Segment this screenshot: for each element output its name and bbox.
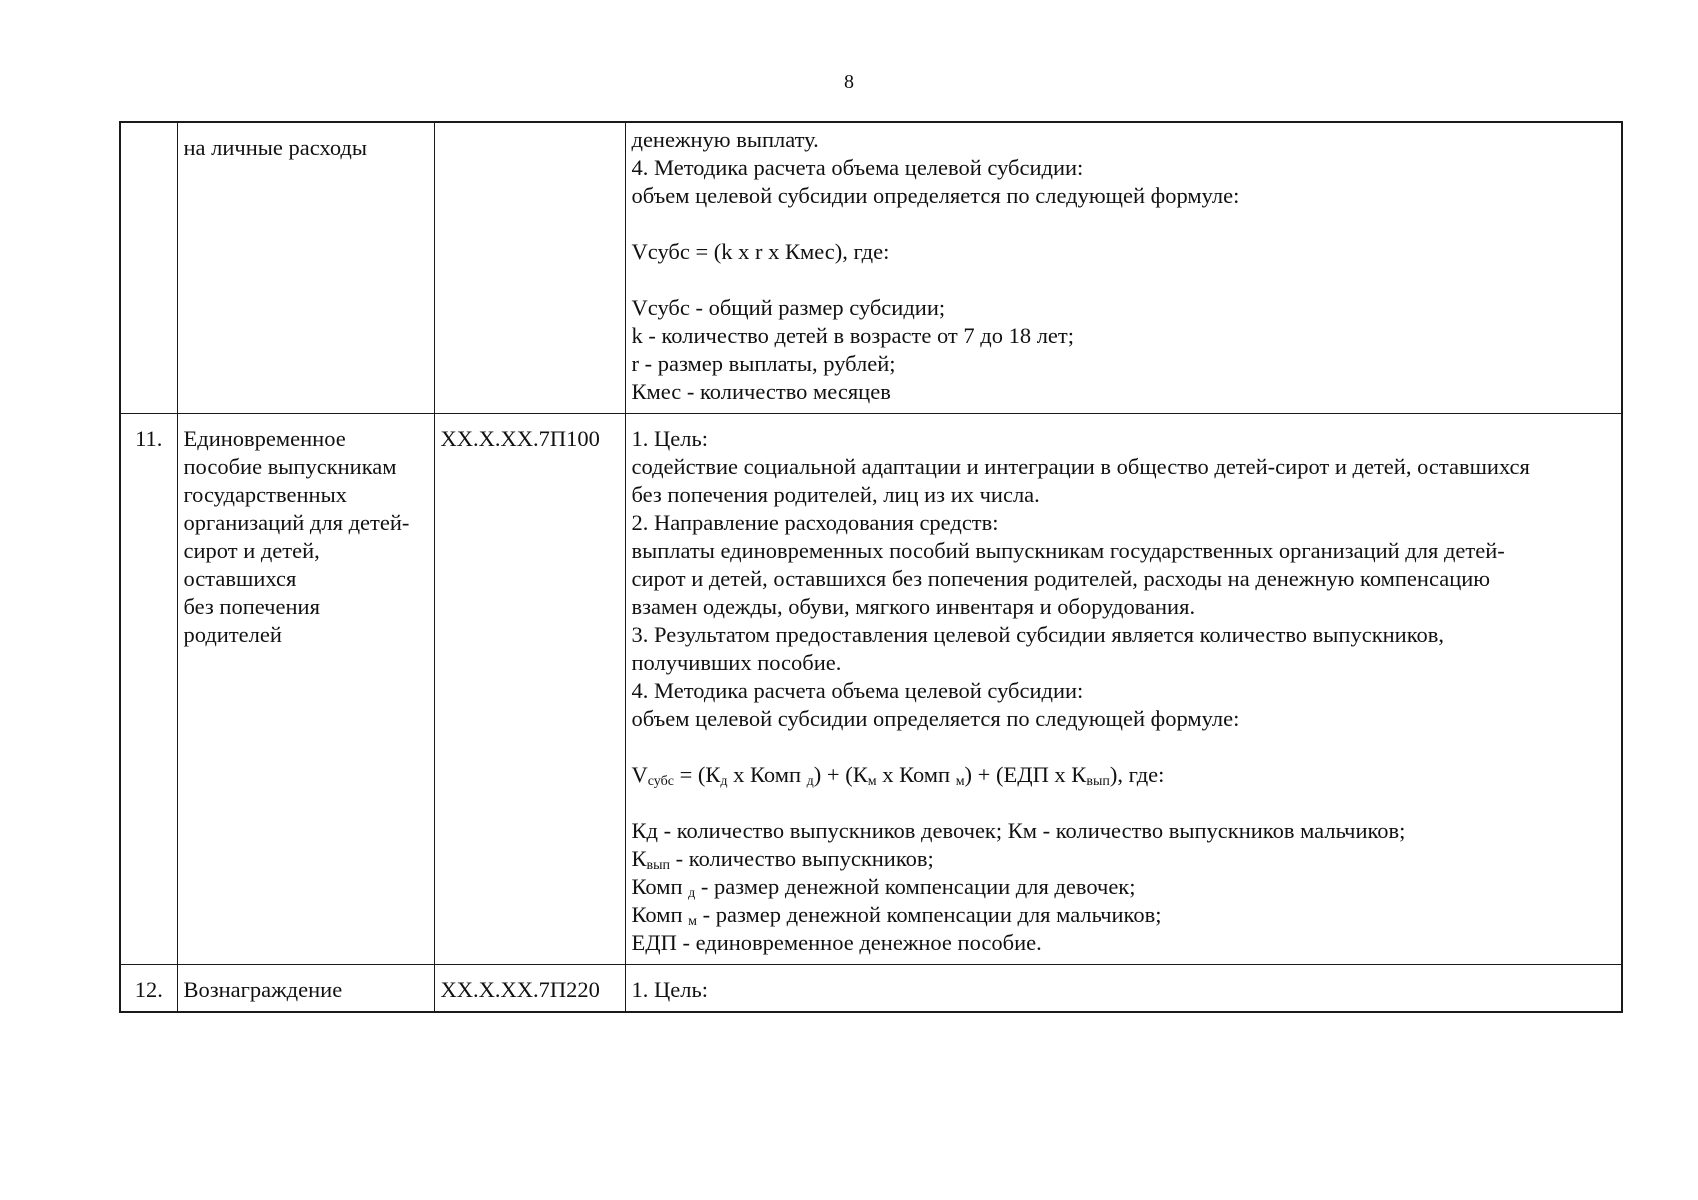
row-number: 11.	[120, 414, 177, 965]
legend-line: Комп $_м$ - размер денежной компенсации для мальчиков;	[631, 902, 1162, 929]
formula: Vсубс = (k x r x Кмес), где:	[631, 239, 890, 264]
name-line: сирот и детей,	[183, 538, 320, 563]
table-row	[120, 965, 1622, 1013]
subsidy-table	[119, 121, 1623, 1013]
description-line: взамен одежды, обуви, мягкого инвентаря и оборудования.	[631, 594, 1196, 619]
description-line: без попечения родителей, лиц из их числа.	[631, 482, 1040, 507]
name-line: Единовременное	[183, 426, 346, 451]
table-row	[120, 122, 1622, 414]
legend-line: Кд - количество выпускников девочек; Км - количество выпускников мальчиков;	[631, 818, 1406, 843]
row-name: Вознаграждение	[177, 965, 434, 1013]
row-description	[625, 122, 1622, 414]
name-line: государственных	[183, 482, 347, 507]
description-line: 4. Методика расчета объема целевой субсидии:	[631, 155, 1084, 180]
description-line: выплаты единовременных пособий выпускникам государственных организаций для детей-	[631, 538, 1505, 563]
description-line: 1. Цель:	[631, 426, 708, 451]
description-line: объем целевой субсидии определяется по следующей формуле:	[631, 183, 1240, 208]
description-line: денежную выплату.	[631, 127, 819, 152]
row-name	[177, 414, 434, 965]
description-line: 2. Направление расходования средств:	[631, 510, 999, 535]
row-code: XX.X.XX.7П100	[434, 414, 625, 965]
description-line: 3. Результатом предоставления целевой субсидии является количество выпускников,	[631, 622, 1445, 647]
legend-line: ЕДП - единовременное денежное пособие.	[631, 930, 1042, 955]
legend-line: k - количество детей в возрасте от 7 до 18 лет;	[631, 323, 1075, 348]
name-line: организаций для детей-	[183, 510, 410, 535]
legend-line: Vсубс - общий размер субсидии;	[631, 295, 946, 320]
row-number: 12.	[120, 965, 177, 1013]
legend-line: r - размер выплаты, рублей;	[631, 351, 896, 376]
description-line: содействие социальной адаптации и интеграции в общество детей-сирот и детей, оставшихся	[631, 454, 1530, 479]
formula: $V_{субс} = (К_д$ x Комп $_д) + (К_м$ x Комп $_м$) + (ЕДП x $К_{вып}$), где:	[631, 762, 1165, 789]
row-name: на личные расходы	[177, 122, 434, 414]
row-code: XX.X.XX.7П220	[434, 965, 625, 1013]
legend-line: Комп $_д$ - размер денежной компенсации для девочек;	[631, 874, 1136, 901]
page-number: 8	[844, 71, 854, 93]
description-line: объем целевой субсидии определяется по следующей формуле:	[631, 706, 1240, 731]
legend-line: $К_{вып}$ - количество выпускников;	[631, 846, 934, 873]
name-line: без попечения	[183, 594, 320, 619]
description-line: сирот и детей, оставшихся без попечения родителей, расходы на денежную компенсацию	[631, 566, 1491, 591]
name-line: пособие выпускникам	[183, 454, 397, 479]
row-code	[434, 122, 625, 414]
row-number	[120, 122, 177, 414]
name-line: оставшихся	[183, 566, 297, 591]
table-row	[120, 414, 1622, 965]
legend-line: Кмес - количество месяцев	[631, 379, 891, 404]
description-line: 1. Цель:	[631, 977, 708, 1002]
description-line: получивших пособие.	[631, 650, 842, 675]
name-line: родителей	[183, 622, 282, 647]
description-line: 4. Методика расчета объема целевой субсидии:	[631, 678, 1084, 703]
row-description	[625, 965, 1622, 1013]
row-description	[625, 414, 1622, 965]
